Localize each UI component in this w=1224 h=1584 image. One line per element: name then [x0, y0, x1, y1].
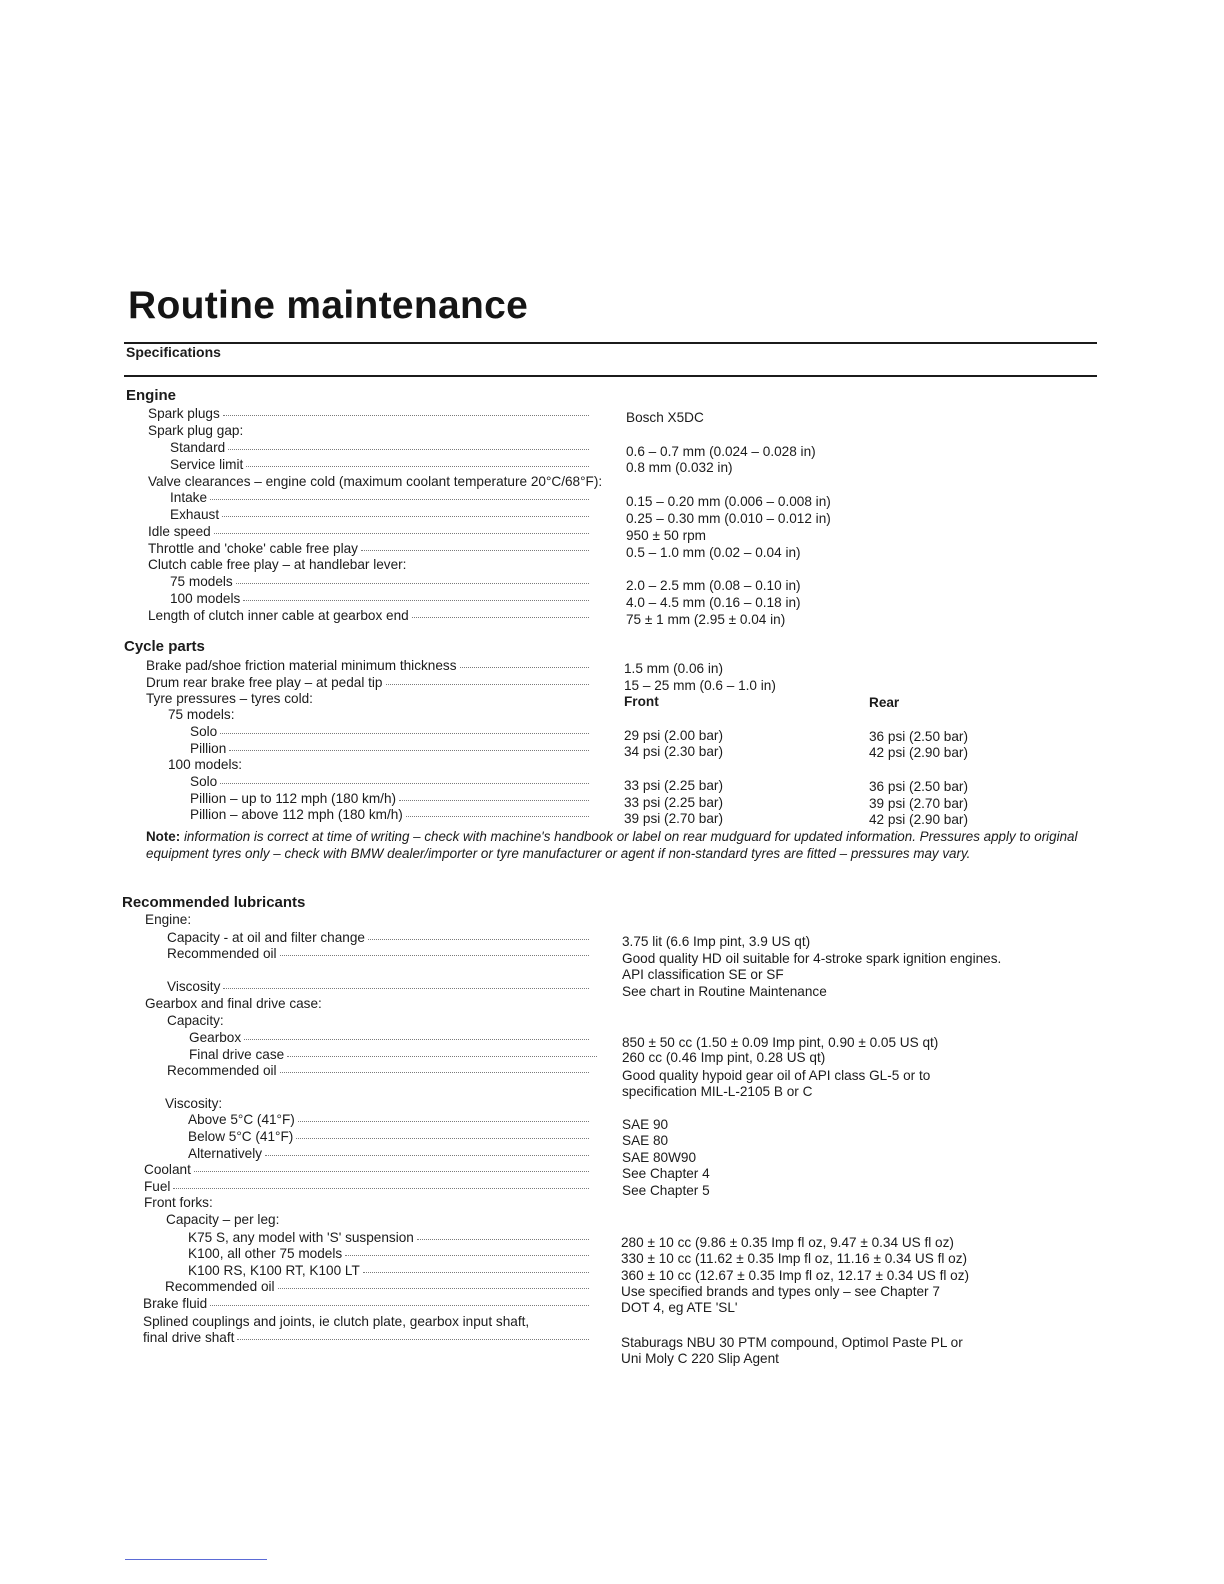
- spec-label: Fuel: [144, 1178, 589, 1195]
- spec-label: Pillion – above 112 mph (180 km/h): [190, 806, 589, 823]
- spec-label: K100, all other 75 models: [188, 1245, 589, 1262]
- spec-row: [0, 1161, 1224, 1181]
- spec-label: Coolant: [144, 1161, 589, 1178]
- spec-row: [0, 945, 1224, 966]
- spec-label: Capacity – per leg:: [166, 1212, 280, 1227]
- lubricants-heading: Recommended lubricants: [122, 894, 306, 911]
- spec-row: [0, 756, 1224, 773]
- spec-value: 4.0 – 4.5 mm (0.16 – 0.18 in): [626, 595, 801, 610]
- spec-row: [0, 1095, 1224, 1112]
- spec-row: [0, 523, 1224, 543]
- spec-value: See chart in Routine Maintenance: [622, 984, 827, 999]
- spec-row: [0, 607, 1224, 627]
- spec-value-rear: 36 psi (2.50 bar): [869, 729, 968, 744]
- spec-value: 2.0 – 2.5 mm (0.08 – 0.10 in): [626, 578, 801, 593]
- spec-label: Clutch cable free play – at handlebar lever:: [148, 557, 407, 572]
- spec-value-front: 34 psi (2.30 bar): [624, 744, 723, 759]
- spec-row: [0, 1062, 1224, 1083]
- spec-label: Above 5°C (41°F): [188, 1111, 589, 1128]
- spec-row: [0, 790, 1224, 811]
- spec-row: [0, 573, 1224, 593]
- spec-row: [0, 489, 1224, 509]
- spec-value: Good quality HD oil suitable for 4-stroke spark ignition engines.: [622, 951, 1002, 966]
- spec-label: final drive shaft: [143, 1329, 589, 1346]
- spec-row: [0, 706, 1224, 723]
- spec-row: [0, 556, 1224, 573]
- spec-row: [0, 740, 1224, 760]
- spec-value: 280 ± 10 cc (9.86 ± 0.35 Imp fl oz, 9.47 ± 0.34 US fl oz): [621, 1235, 954, 1250]
- spec-row: [0, 439, 1224, 459]
- spec-row: [0, 723, 1224, 744]
- spec-value: 0.5 – 1.0 mm (0.02 – 0.04 in): [626, 545, 801, 560]
- spec-label: Solo: [190, 773, 589, 790]
- spec-row: [0, 1262, 1224, 1283]
- note-text: information is correct at time of writing – check with machine's handbook or label on rear mudguard for updated information. Pressures apply to original equipment tyres only – check with BMW dealer/importer or tyre manufacturer or agent if non-standard tyres are fitted – pressures may vary.: [146, 829, 1078, 861]
- spec-row: [0, 1329, 1224, 1350]
- spec-value: 0.25 – 0.30 mm (0.010 – 0.012 in): [626, 511, 831, 526]
- spec-row: [0, 456, 1224, 473]
- spec-label: Throttle and 'choke' cable free play: [148, 540, 589, 557]
- spec-label: Final drive case: [189, 1046, 597, 1063]
- spec-row: [0, 540, 1224, 560]
- spec-value-rear: 42 psi (2.90 bar): [869, 745, 968, 760]
- spec-value-front: 29 psi (2.00 bar): [624, 728, 723, 743]
- spec-label: Service limit: [170, 456, 589, 473]
- spec-label: Brake pad/shoe friction material minimum thickness: [146, 657, 589, 674]
- spec-label: Standard: [170, 439, 589, 456]
- spec-label: Gearbox and final drive case:: [145, 996, 322, 1011]
- spec-label: Solo: [190, 723, 589, 740]
- spec-label: Drum rear brake free play – at pedal tip: [146, 674, 589, 691]
- spec-value: 0.6 – 0.7 mm (0.024 – 0.028 in): [626, 444, 816, 459]
- spec-value: Bosch X5DC: [626, 410, 704, 425]
- spec-value: 330 ± 10 cc (11.62 ± 0.35 Imp fl oz, 11.16 ± 0.34 US fl oz): [621, 1251, 968, 1266]
- engine-heading: Engine: [126, 387, 177, 404]
- spec-value-rear: 39 psi (2.70 bar): [869, 796, 968, 811]
- spec-row: [0, 657, 1224, 674]
- spec-label: 75 models: [170, 573, 589, 590]
- spec-value: Staburags NBU 30 PTM compound, Optimol Paste PL or: [621, 1335, 963, 1350]
- spec-row: [0, 674, 1224, 691]
- spec-label: 100 models:: [168, 757, 243, 772]
- spec-value: See Chapter 4: [622, 1166, 710, 1181]
- spec-value-front: 39 psi (2.70 bar): [624, 811, 723, 826]
- spec-value-rear: 42 psi (2.90 bar): [869, 812, 968, 827]
- spec-label: K75 S, any model with 'S' suspension: [188, 1229, 589, 1246]
- spec-label: Recommended oil: [165, 1278, 589, 1295]
- header-rule-bottom: [124, 375, 1097, 377]
- spec-value: Use specified brands and types only – see Chapter 7: [621, 1284, 940, 1299]
- spec-value: 1.5 mm (0.06 in): [624, 661, 723, 676]
- spec-row: [0, 1194, 1224, 1211]
- spec-row: [0, 1012, 1224, 1029]
- spec-row: [0, 995, 1224, 1012]
- spec-value: See Chapter 5: [622, 1183, 710, 1198]
- spec-label: Valve clearances – engine cold (maximum coolant temperature 20°C/68°F):: [148, 474, 603, 489]
- spec-row: [0, 506, 1224, 526]
- column-header-front: Front: [624, 694, 659, 709]
- spec-row: [0, 590, 1224, 610]
- spec-row: [0, 911, 1224, 928]
- spec-label: 100 models: [170, 590, 589, 607]
- spec-label: Capacity:: [167, 1013, 224, 1028]
- spec-value-rear: 36 psi (2.50 bar): [869, 779, 968, 794]
- spec-row: [0, 1295, 1224, 1315]
- spec-label: Engine:: [145, 912, 192, 927]
- spec-label: Splined couplings and joints, ie clutch plate, gearbox input shaft,: [143, 1314, 530, 1329]
- spec-label: Pillion – up to 112 mph (180 km/h): [190, 790, 589, 807]
- spec-label: Front forks:: [144, 1195, 213, 1210]
- spec-row: [0, 1029, 1224, 1050]
- spec-label: Viscosity:: [165, 1096, 223, 1111]
- spec-label: Spark plugs: [148, 405, 589, 422]
- spec-label: Below 5°C (41°F): [188, 1128, 589, 1145]
- spec-value: 0.8 mm (0.032 in): [626, 460, 733, 475]
- spec-row: [0, 1128, 1224, 1148]
- spec-row: [0, 773, 1224, 794]
- spec-row: [0, 1229, 1224, 1250]
- spec-label: 75 models:: [168, 707, 235, 722]
- spec-value: 950 ± 50 rpm: [626, 528, 707, 543]
- footer-rule: [125, 1559, 267, 1560]
- spec-value: API classification SE or SF: [622, 967, 784, 982]
- section-label-specifications: Specifications: [126, 344, 221, 360]
- header-rule-top: [124, 342, 1097, 344]
- spec-label: Tyre pressures – tyres cold:: [146, 691, 313, 706]
- page-title: Routine maintenance: [128, 284, 529, 327]
- spec-row: [0, 1046, 1224, 1063]
- spec-row: [0, 1278, 1224, 1299]
- spec-value: specification MIL-L-2105 B or C: [622, 1084, 813, 1099]
- note-label: Note:: [146, 829, 181, 844]
- spec-label: Intake: [170, 489, 589, 506]
- spec-value: Good quality hypoid gear oil of API class GL-5 or to: [622, 1068, 931, 1083]
- spec-row: [0, 690, 1224, 710]
- spec-label: K100 RS, K100 RT, K100 LT: [188, 1262, 589, 1279]
- spec-value: 850 ± 50 cc (1.50 ± 0.09 Imp pint, 0.90 ± 0.05 US qt): [622, 1035, 939, 1050]
- spec-value: 260 cc (0.46 Imp pint, 0.28 US qt): [622, 1050, 826, 1065]
- spec-value: SAE 90: [622, 1117, 669, 1132]
- spec-row: [0, 1313, 1224, 1330]
- spec-row: [0, 1145, 1224, 1165]
- spec-value: SAE 80W90: [622, 1150, 697, 1165]
- spec-row: [0, 929, 1224, 949]
- spec-row: [0, 806, 1224, 827]
- spec-label: Brake fluid: [143, 1295, 589, 1312]
- spec-row: [0, 1111, 1224, 1132]
- spec-row: [0, 978, 1224, 999]
- spec-row: [0, 1245, 1224, 1266]
- spec-value: 360 ± 10 cc (12.67 ± 0.35 Imp fl oz, 12.17 ± 0.34 US fl oz): [621, 1268, 970, 1283]
- spec-value: 75 ± 1 mm (2.95 ± 0.04 in): [626, 612, 786, 627]
- spec-value: Uni Moly C 220 Slip Agent: [621, 1351, 779, 1366]
- spec-label: Spark plug gap:: [148, 423, 244, 438]
- spec-value: SAE 80: [622, 1133, 669, 1148]
- spec-label: Capacity - at oil and filter change: [167, 929, 589, 946]
- spec-row: [0, 1350, 1224, 1367]
- spec-value: 15 – 25 mm (0.6 – 1.0 in): [624, 678, 776, 693]
- spec-label: Exhaust: [170, 506, 589, 523]
- spec-value-front: 33 psi (2.25 bar): [624, 795, 723, 810]
- spec-value: 0.15 – 0.20 mm (0.006 – 0.008 in): [626, 494, 831, 509]
- spec-label: Viscosity: [167, 978, 589, 995]
- spec-label: Gearbox: [189, 1029, 589, 1046]
- spec-label: Recommended oil: [167, 945, 589, 962]
- spec-value: DOT 4, eg ATE 'SL': [621, 1300, 738, 1315]
- tyre-pressure-note: [146, 829, 1096, 862]
- column-header-rear: Rear: [869, 695, 900, 710]
- spec-row: [0, 422, 1224, 439]
- spec-label: Recommended oil: [167, 1062, 589, 1079]
- spec-label: Length of clutch inner cable at gearbox end: [148, 607, 589, 624]
- spec-value-front: 33 psi (2.25 bar): [624, 778, 723, 793]
- spec-label: Pillion: [190, 740, 589, 757]
- spec-value: 3.75 lit (6.6 Imp pint, 3.9 US qt): [622, 934, 811, 949]
- spec-row: [0, 473, 1224, 490]
- spec-row: [0, 405, 1224, 425]
- spec-label: Alternatively: [188, 1145, 589, 1162]
- spec-row: [0, 1178, 1224, 1198]
- cycle-parts-heading: Cycle parts: [124, 638, 205, 655]
- spec-label: Idle speed: [148, 523, 589, 540]
- spec-row: [0, 1211, 1224, 1228]
